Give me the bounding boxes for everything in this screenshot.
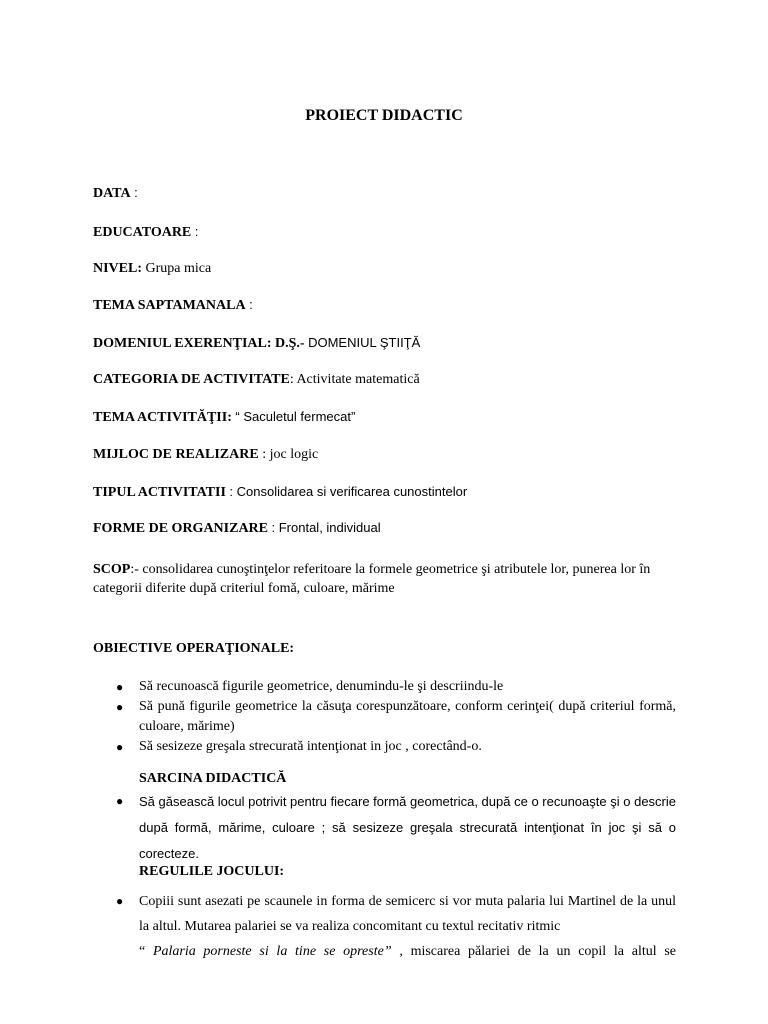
list-item — [93, 889, 676, 964]
scop-paragraph — [93, 560, 675, 598]
list-item-text-end: miscarea pălariei de la un copil la altul se — [410, 944, 676, 959]
recitative-quote: Palaria porneste si la tine se opreste — [152, 944, 384, 959]
scop-text: :- consolidarea cunoştinţelor referitoare la formele geometrice şi atributele lor, punerea lor în categorii diferite după criteriul fomă, culoare, mărime — [93, 562, 651, 596]
field-educatoare — [93, 224, 198, 241]
bullet-icon: ● — [116, 794, 124, 808]
list-item — [93, 697, 676, 737]
field-tema-saptamanala-label: TEMA SAPTAMANALA — [93, 298, 246, 313]
field-forme-value: : Frontal, individual — [271, 520, 381, 535]
quote-close: ” , — [383, 944, 403, 959]
field-domeniul-value: DOMENIUL ŞTIIŢĂ — [308, 335, 421, 350]
field-tema-saptamanala — [93, 297, 253, 314]
list-item-text: Copiii sunt asezati pe scaunele in forma de semicerc si vor muta palaria lui Martinel de la unul la altul. Mutarea palariei se va realiza concomitant cu textul recitativ ritmic — [139, 894, 676, 934]
field-categoria — [93, 372, 420, 388]
sarcina-list — [93, 789, 676, 867]
obiective-heading: OBIECTIVE OPERAŢIONALE: — [93, 641, 295, 656]
field-tema-saptamanala-value: : — [249, 297, 253, 312]
document-title: PROIECT DIDACTIC — [305, 107, 463, 124]
field-tema-activitatii-label: TEMA ACTIVITĂŢII: — [93, 410, 232, 425]
list-item — [93, 789, 676, 867]
field-mijloc-value: : joc logic — [262, 447, 319, 462]
bullet-icon: ● — [116, 700, 124, 714]
field-tipul-label: TIPUL ACTIVITATII — [93, 485, 226, 500]
field-tema-activitatii — [93, 409, 355, 426]
obiective-list — [93, 677, 676, 757]
list-item — [93, 677, 676, 697]
list-item-text: Să sesizeze greşala strecurată intenţionat in joc , corectând-o. — [139, 739, 482, 754]
list-item-quote-line — [139, 939, 676, 964]
field-tipul-value: : Consolidarea si verificarea cunostintelor — [229, 484, 468, 499]
field-tema-activitatii-value: “ Saculetul fermecat” — [235, 409, 356, 424]
bullet-icon: ● — [116, 740, 124, 754]
field-tipul — [93, 484, 467, 501]
bullet-icon: ● — [116, 680, 124, 694]
field-data-value: : — [134, 185, 138, 200]
scop-label: SCOP — [93, 562, 131, 577]
field-forme — [93, 520, 381, 537]
field-nivel — [93, 261, 211, 277]
field-nivel-label: NIVEL: — [93, 261, 143, 276]
field-categoria-value: : Activitate matematică — [289, 372, 420, 387]
list-item-text: Să găsească locul potrivit pentru fiecare formă geometrica, după ce o recunoaşte şi o descrie după formă, mărime, culoare ; să sesizeze greşala strecurată intenţionat în joc şi să o corecteze. — [139, 794, 676, 861]
field-domeniul-label: DOMENIUL EXERENŢIAL: D.Ş.- — [93, 336, 305, 351]
sarcina-heading: SARCINA DIDACTICĂ — [139, 771, 287, 786]
field-data — [93, 185, 138, 202]
list-item — [93, 737, 676, 757]
field-mijloc-label: MIJLOC DE REALIZARE — [93, 447, 259, 462]
field-educatoare-value: : — [194, 224, 199, 239]
quote-open: “ — [139, 944, 146, 959]
reguli-list — [93, 889, 676, 964]
field-mijloc — [93, 447, 318, 463]
list-item-text: Să recunoască figurile geometrice, denumindu-le şi descriindu-le — [139, 679, 504, 694]
field-domeniul — [93, 335, 420, 352]
list-item-text: Să pună figurile geometrice la căsuţa corespunzătoare, conform cerinţei( după criteriul formă, culoare, mărime) — [139, 699, 676, 734]
field-forme-label: FORME DE ORGANIZARE — [93, 521, 269, 536]
field-categoria-label: CATEGORIA DE ACTIVITATE — [93, 372, 290, 387]
reguli-heading: REGULILE JOCULUI: — [139, 864, 285, 879]
field-educatoare-label: EDUCATOARE — [93, 225, 192, 240]
field-nivel-value: Grupa mica — [145, 261, 212, 276]
bullet-icon: ● — [116, 894, 124, 908]
field-data-label: DATA — [93, 186, 131, 201]
